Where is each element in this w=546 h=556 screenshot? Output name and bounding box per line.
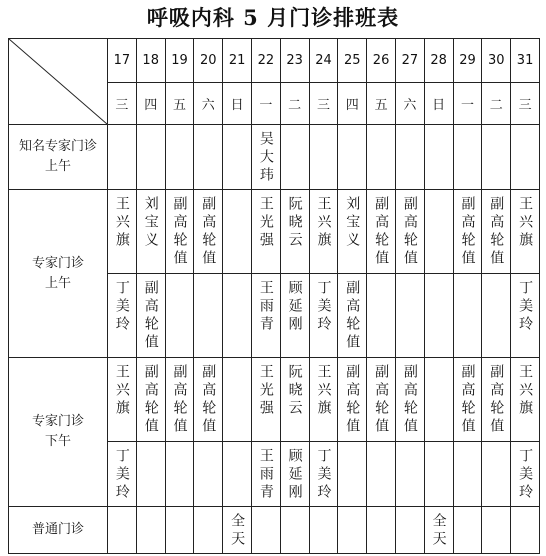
weekday-cell bbox=[395, 83, 424, 125]
schedule-cell bbox=[136, 358, 165, 442]
weekday-cell-text: 日 bbox=[230, 98, 244, 113]
schedule-cell bbox=[194, 190, 223, 274]
schedule-cell bbox=[395, 358, 424, 442]
date-cell-text: 19 bbox=[171, 53, 188, 68]
schedule-cell bbox=[108, 358, 137, 442]
schedule-cell-text: 副高轮值 bbox=[459, 196, 476, 268]
schedule-cell bbox=[367, 125, 396, 190]
date-cell-text: 21 bbox=[228, 53, 246, 68]
weekday-cell-text: 三 bbox=[518, 98, 532, 113]
date-cell bbox=[395, 39, 424, 83]
weekday-cell-text: 二 bbox=[489, 98, 503, 113]
date-cell bbox=[194, 39, 223, 83]
schedule-cell-text: 吴大玮 bbox=[257, 131, 274, 185]
date-cell-text: 17 bbox=[113, 53, 131, 68]
schedule-cell-text: 王雨青 bbox=[257, 448, 274, 502]
schedule-cell bbox=[165, 442, 194, 507]
schedule-cell-text: 刘宝义 bbox=[142, 196, 159, 250]
schedule-cell bbox=[165, 190, 194, 274]
schedule-cell bbox=[309, 358, 338, 442]
schedule-cell-text: 副高轮值 bbox=[142, 280, 159, 352]
schedule-cell bbox=[136, 442, 165, 507]
date-cell bbox=[453, 39, 482, 83]
schedule-cell bbox=[395, 274, 424, 358]
schedule-cell bbox=[251, 507, 280, 554]
weekday-cell-text: 日 bbox=[432, 98, 446, 113]
expert-pm-row-1 bbox=[9, 358, 540, 442]
schedule-cell bbox=[165, 358, 194, 442]
schedule-cell-text: 副高轮值 bbox=[401, 196, 418, 268]
schedule-cell bbox=[424, 442, 453, 507]
schedule-cell bbox=[223, 507, 252, 554]
schedule-cell bbox=[251, 125, 280, 190]
schedule-cell bbox=[424, 358, 453, 442]
schedule-cell bbox=[108, 190, 137, 274]
schedule-cell-text: 王兴旗 bbox=[517, 364, 534, 418]
schedule-cell-text: 顾延刚 bbox=[286, 448, 303, 502]
schedule-cell bbox=[482, 358, 511, 442]
date-cell bbox=[223, 39, 252, 83]
weekday-cell-text: 四 bbox=[345, 98, 359, 113]
schedule-cell bbox=[367, 358, 396, 442]
schedule-cell bbox=[511, 190, 540, 274]
schedule-cell bbox=[367, 442, 396, 507]
diagonal-header-cell bbox=[9, 39, 108, 125]
schedule-cell bbox=[511, 274, 540, 358]
schedule-cell-text: 副高轮值 bbox=[344, 364, 361, 436]
schedule-cell bbox=[223, 125, 252, 190]
schedule-cell-text: 王兴旗 bbox=[113, 196, 130, 250]
date-cell bbox=[309, 39, 338, 83]
date-cell bbox=[367, 39, 396, 83]
schedule-cell bbox=[338, 274, 367, 358]
general-clinic-row bbox=[9, 507, 540, 554]
schedule-cell-text: 副高轮值 bbox=[373, 196, 390, 268]
date-cell bbox=[136, 39, 165, 83]
weekday-cell-text: 三 bbox=[316, 98, 330, 113]
schedule-cell-text: 丁美玲 bbox=[517, 280, 534, 334]
weekday-cell-text: 四 bbox=[144, 98, 158, 113]
weekday-cell-text: 五 bbox=[172, 98, 186, 113]
page-title: 呼吸内科 5 月门诊排班表 bbox=[146, 5, 400, 30]
schedule-cell bbox=[511, 507, 540, 554]
date-cell-text: 20 bbox=[200, 53, 217, 68]
weekday-cell-text: 二 bbox=[288, 98, 302, 113]
schedule-cell bbox=[482, 442, 511, 507]
schedule-cell bbox=[338, 442, 367, 507]
date-cell bbox=[338, 39, 367, 83]
schedule-cell bbox=[136, 274, 165, 358]
schedule-cell bbox=[309, 442, 338, 507]
schedule-cell-text: 王兴旗 bbox=[315, 364, 332, 418]
schedule-cell-text: 王雨青 bbox=[257, 280, 274, 334]
weekday-cell bbox=[511, 83, 540, 125]
schedule-cell bbox=[453, 442, 482, 507]
schedule-cell bbox=[309, 507, 338, 554]
schedule-cell bbox=[108, 274, 137, 358]
schedule-cell bbox=[338, 358, 367, 442]
schedule-cell bbox=[424, 507, 453, 554]
schedule-cell bbox=[108, 442, 137, 507]
date-cell bbox=[108, 39, 137, 83]
schedule-cell-text: 副高轮值 bbox=[459, 364, 476, 436]
famous-expert-am-row bbox=[9, 125, 540, 190]
date-cell bbox=[165, 39, 194, 83]
schedule-cell-text: 丁美玲 bbox=[315, 448, 332, 502]
date-cell bbox=[482, 39, 511, 83]
weekday-cell-text: 六 bbox=[201, 98, 215, 113]
schedule-cell bbox=[453, 358, 482, 442]
schedule-cell-text: 王光强 bbox=[257, 196, 274, 250]
schedule-cell bbox=[453, 507, 482, 554]
schedule-cell bbox=[309, 125, 338, 190]
schedule-cell-text: 副高轮值 bbox=[373, 364, 390, 436]
schedule-cell bbox=[511, 125, 540, 190]
schedule-cell bbox=[194, 442, 223, 507]
date-cell-text: 25 bbox=[344, 53, 361, 68]
weekday-cell bbox=[424, 83, 453, 125]
date-cell-text: 24 bbox=[315, 53, 332, 68]
schedule-cell bbox=[136, 125, 165, 190]
schedule-cell-text: 副高轮值 bbox=[488, 196, 505, 268]
weekday-cell-text: 一 bbox=[259, 98, 273, 113]
schedule-table bbox=[8, 38, 540, 554]
schedule-cell bbox=[395, 507, 424, 554]
schedule-cell bbox=[367, 190, 396, 274]
schedule-cell bbox=[453, 274, 482, 358]
weekday-cell bbox=[223, 83, 252, 125]
schedule-cell bbox=[108, 507, 137, 554]
schedule-cell bbox=[424, 125, 453, 190]
date-cell bbox=[511, 39, 540, 83]
schedule-cell bbox=[511, 442, 540, 507]
date-cell-text: 28 bbox=[430, 53, 447, 68]
schedule-cell bbox=[251, 442, 280, 507]
schedule-cell bbox=[223, 358, 252, 442]
schedule-cell bbox=[280, 442, 309, 507]
schedule-cell-text: 副高轮值 bbox=[200, 364, 217, 436]
schedule-cell bbox=[165, 274, 194, 358]
schedule-cell bbox=[194, 358, 223, 442]
schedule-cell-text: 阮晓云 bbox=[286, 196, 303, 250]
schedule-cell bbox=[280, 274, 309, 358]
schedule-cell bbox=[395, 190, 424, 274]
schedule-cell bbox=[280, 125, 309, 190]
schedule-cell bbox=[309, 274, 338, 358]
row-label-general: 普通门诊 bbox=[9, 507, 108, 554]
weekday-cell bbox=[165, 83, 194, 125]
diagonal-line bbox=[9, 39, 107, 124]
schedule-cell bbox=[194, 507, 223, 554]
weekday-cell-text: 六 bbox=[403, 98, 417, 113]
schedule-cell bbox=[251, 358, 280, 442]
weekday-cell bbox=[453, 83, 482, 125]
schedule-cell-text: 副高轮值 bbox=[200, 196, 217, 268]
schedule-cell-text: 副高轮值 bbox=[488, 364, 505, 436]
schedule-cell bbox=[280, 507, 309, 554]
date-cell-text: 22 bbox=[257, 53, 275, 68]
schedule-cell bbox=[338, 507, 367, 554]
schedule-cell-text: 全天 bbox=[430, 513, 447, 549]
schedule-cell bbox=[338, 190, 367, 274]
schedule-cell bbox=[395, 442, 424, 507]
schedule-cell-text: 丁美玲 bbox=[517, 448, 534, 502]
schedule-cell-text: 丁美玲 bbox=[113, 448, 130, 502]
schedule-cell bbox=[223, 274, 252, 358]
weekday-cell bbox=[194, 83, 223, 125]
schedule-cell bbox=[511, 358, 540, 442]
schedule-cell-text: 全天 bbox=[229, 513, 246, 549]
schedule-cell-text: 王光强 bbox=[257, 364, 274, 418]
schedule-cell bbox=[136, 507, 165, 554]
schedule-cell bbox=[251, 274, 280, 358]
schedule-cell bbox=[223, 190, 252, 274]
date-cell bbox=[424, 39, 453, 83]
schedule-cell bbox=[251, 190, 280, 274]
weekday-cell bbox=[367, 83, 396, 125]
row-label-famous-expert-am: 知名专家门诊 上午 bbox=[9, 125, 108, 190]
weekday-cell bbox=[338, 83, 367, 125]
date-cell bbox=[251, 39, 280, 83]
date-cell-text: 29 bbox=[459, 53, 476, 68]
row-label-expert-pm: 专家门诊 下午 bbox=[9, 358, 108, 507]
dates-row bbox=[9, 39, 540, 83]
schedule-cell-text: 王兴旗 bbox=[113, 364, 130, 418]
date-cell-text: 26 bbox=[372, 53, 390, 68]
date-cell-text: 18 bbox=[142, 53, 159, 68]
weekday-cell bbox=[482, 83, 511, 125]
schedule-cell-text: 顾延刚 bbox=[286, 280, 303, 334]
schedule-cell bbox=[280, 190, 309, 274]
schedule-cell bbox=[424, 274, 453, 358]
schedule-cell-text: 副高轮值 bbox=[171, 364, 188, 436]
weekday-cell-text: 三 bbox=[115, 98, 129, 113]
schedule-cell bbox=[280, 358, 309, 442]
schedule-cell bbox=[424, 190, 453, 274]
schedule-cell bbox=[395, 125, 424, 190]
schedule-cell bbox=[482, 274, 511, 358]
row-label-expert-am: 专家门诊 上午 bbox=[9, 190, 108, 358]
schedule-cell-text: 副高轮值 bbox=[171, 196, 188, 268]
date-cell-text: 30 bbox=[487, 53, 505, 68]
date-cell-text: 23 bbox=[286, 53, 303, 68]
schedule-cell bbox=[482, 190, 511, 274]
weekday-cell bbox=[251, 83, 280, 125]
schedule-cell bbox=[223, 442, 252, 507]
schedule-cell bbox=[482, 507, 511, 554]
schedule-cell bbox=[367, 274, 396, 358]
weekday-cell-text: 一 bbox=[460, 98, 474, 113]
schedule-cell bbox=[482, 125, 511, 190]
date-cell bbox=[280, 39, 309, 83]
weekday-cell bbox=[108, 83, 137, 125]
weekday-cell bbox=[309, 83, 338, 125]
schedule-cell bbox=[453, 190, 482, 274]
weekday-cell bbox=[280, 83, 309, 125]
schedule-cell bbox=[165, 125, 194, 190]
schedule-cell-text: 王兴旗 bbox=[315, 196, 332, 250]
schedule-cell-text: 丁美玲 bbox=[113, 280, 130, 334]
date-cell-text: 31 bbox=[516, 53, 534, 68]
schedule-cell-text: 副高轮值 bbox=[142, 364, 159, 436]
schedule-cell-text: 王兴旗 bbox=[517, 196, 534, 250]
schedule-cell bbox=[453, 125, 482, 190]
weekday-cell bbox=[136, 83, 165, 125]
date-cell-text: 27 bbox=[401, 53, 419, 68]
schedule-cell bbox=[108, 125, 137, 190]
schedule-cell bbox=[194, 125, 223, 190]
expert-am-row-1 bbox=[9, 190, 540, 274]
schedule-cell bbox=[367, 507, 396, 554]
schedule-cell bbox=[309, 190, 338, 274]
schedule-cell bbox=[165, 507, 194, 554]
weekday-cell-text: 五 bbox=[374, 98, 388, 113]
schedule-cell-text: 副高轮值 bbox=[401, 364, 418, 436]
schedule-cell-text: 丁美玲 bbox=[315, 280, 332, 334]
schedule-cell-text: 阮晓云 bbox=[286, 364, 303, 418]
schedule-cell-text: 副高轮值 bbox=[344, 280, 361, 352]
schedule-cell-text: 刘宝义 bbox=[344, 196, 361, 250]
schedule-cell bbox=[136, 190, 165, 274]
schedule-cell bbox=[194, 274, 223, 358]
schedule-cell bbox=[338, 125, 367, 190]
